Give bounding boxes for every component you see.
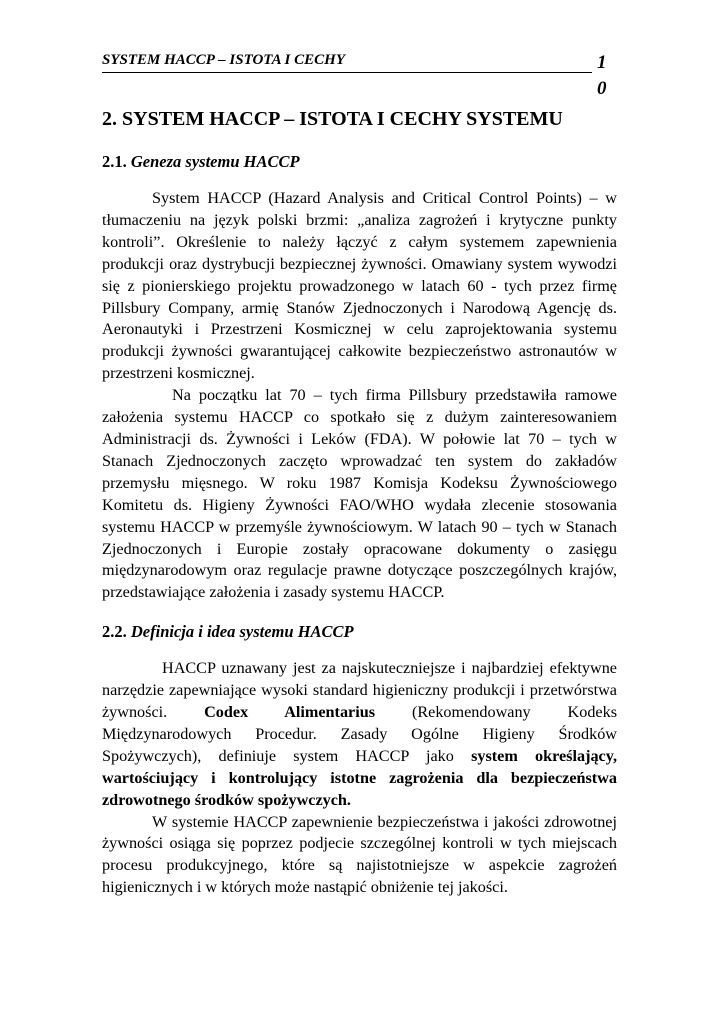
page-number [597,50,617,102]
running-title: SYSTEM HACCP – ISTOTA I CECHY [102,52,345,68]
chapter-title: 2. SYSTEM HACCP – ISTOTA I CECHY SYSTEMU [102,108,563,130]
page-number-digit-1: 1 [597,52,607,73]
text-run: (Rekomendowany Kodeks Międzynarodowych Procedur. Zasady Ogólne Higieny Środków Spożywczych), definiuje system HACCP jako [102,703,618,765]
paragraph-genesis-2: Na początku lat 70 – tych firma Pillsbury przedstawiła ramowe założenia systemu HACCP co spotkało się z dużym zainteresowaniem Administracji ds. Żywności i Leków (FDA). W połowie lat 70 – tych w Stanach Zjednoczonych zaczęto wprowadzać ten system do zakładów przemysłu mięsnego. W roku 1987 Komisja Kodeksu Żywnościowego Komitetu ds. Higieny Żywności FAO/WHO wydała zlecenie stosowania systemu HACCP w przemyśle żywnościowym. W latach 90 – tych w Stanach Zjednoczonych i Europie zostały opracowane dokumenty o zasięgu międzynarodowym oraz regulacje prawne dotyczące poszczególnych krajów, przedstawiające założenia i zasady systemu HACCP. [102,386,617,602]
section-heading-definition [102,621,617,643]
section-number: 2.1. [102,152,127,171]
bold-term-codex: Codex Alimentarius [204,703,376,722]
paragraph-genesis-1: System HACCP (Hazard Analysis and Critical Control Points) – w tłumaczeniu na język polski brzmi: „analiza zagrożeń i krytyczne punkty kontroli”. Określenie to należy łączyć z całym systemem zapewnienia produkcji oraz dystrybucji bezpiecznej żywności. Omawiany system wywodzi się z pionierskiego projektu prowadzonego w latach 60 - tych przez firmę Pillsbury Company, armię Stanów Zjednoczonych i Narodową Agencję ds. Aeronautyki i Przestrzeni Kosmicznej w celu zaprojektowania systemu produkcji żywności gwarantującej całkowite bezpieczeństwo astronautów w przestrzeni kosmicznej. [102,189,617,383]
section-heading-genesis [102,151,617,173]
paragraph-definition-2: W systemie HACCP zapewnienie bezpieczeństwa i jakości zdrowotnej żywności osiąga się poprzez podjecie szczególnej kontroli w tych miejscach procesu produkcyjnego, które są najistotniejsze w aspekcie zagrożeń higienicznych i w których może nastąpić obniżenie tej jakości. [102,812,617,897]
section-number: 2.2. [102,622,127,642]
section-title: Geneza systemu HACCP [130,152,300,171]
running-header [102,51,592,73]
paragraph-definition-1 [102,658,617,811]
page-number-digit-2: 0 [597,78,607,99]
text-run: HACCP uznawany jest za najskuteczniejsze i najbardziej efektywne narzędzie zapewniające wysoki standard higieniczny produkcji i przetwórstwa żywności. [102,659,617,722]
page-content [102,100,617,899]
bold-definition: system określający, wartościujący i kontrolujący istotne zagrożenia dla bezpieczeństwa zdrowotnego środków spożywczych. [102,746,617,809]
section-title: Definicja i idea systemu HACCP [130,622,354,642]
